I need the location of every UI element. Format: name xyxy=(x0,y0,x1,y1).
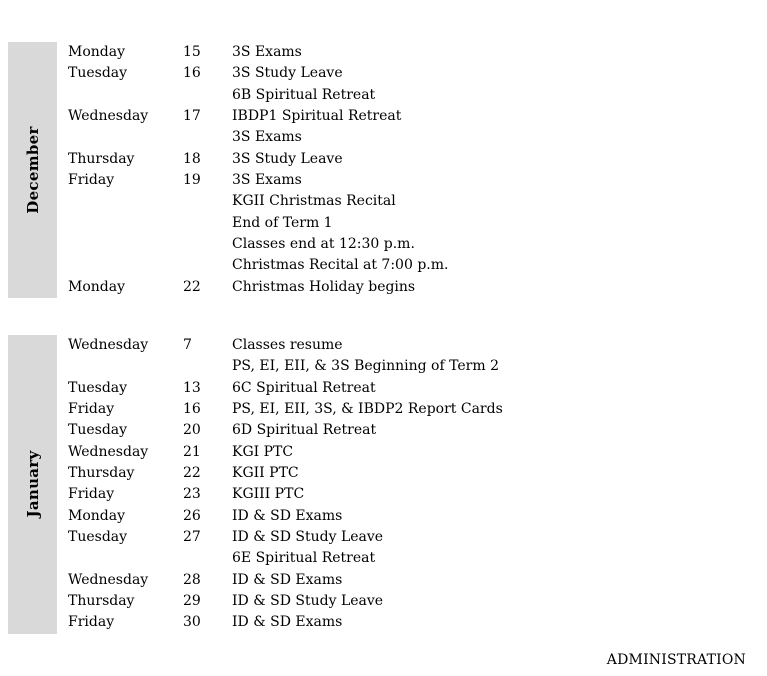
row-day: Tuesday xyxy=(68,65,128,82)
month-label: December xyxy=(23,126,42,214)
row-day: Friday xyxy=(68,614,115,631)
calendar-row xyxy=(68,527,503,548)
row-day: Wednesday xyxy=(68,443,149,460)
row-day xyxy=(68,191,183,212)
row-event: 3S Exams xyxy=(232,44,302,60)
row-date: 18 xyxy=(183,150,201,167)
row-date xyxy=(183,213,232,234)
row-day: Monday xyxy=(68,507,125,524)
row-event: 3S Exams xyxy=(232,129,302,146)
calendar-row xyxy=(68,484,503,505)
row-date: 19 xyxy=(183,172,201,189)
row-event: ID & SD Exams xyxy=(232,571,343,588)
calendar-row xyxy=(68,378,503,399)
row-date: 13 xyxy=(183,379,201,396)
row-date xyxy=(183,85,232,106)
calendar-row xyxy=(68,356,503,377)
row-date: 22 xyxy=(183,465,201,482)
calendar-row xyxy=(68,191,448,212)
row-date: 27 xyxy=(183,529,201,546)
calendar-row xyxy=(68,63,448,84)
calendar-row xyxy=(68,548,503,569)
calendar-row xyxy=(68,234,448,255)
calendar-row xyxy=(68,255,448,276)
row-date: 26 xyxy=(183,507,201,524)
row-event: KGI PTC xyxy=(232,443,294,460)
row-event: KGIII PTC xyxy=(232,486,305,503)
row-event: Classes resume xyxy=(232,337,343,353)
row-day: Friday xyxy=(68,172,115,189)
row-day: Wednesday xyxy=(68,571,149,588)
month-section-december xyxy=(8,42,448,298)
row-day xyxy=(68,85,183,106)
row-date xyxy=(183,127,232,148)
row-event: 6E Spiritual Retreat xyxy=(232,550,376,567)
calendar-row xyxy=(68,399,503,420)
row-date: 16 xyxy=(183,401,201,418)
row-day: Friday xyxy=(68,401,115,418)
calendar-row xyxy=(68,170,448,191)
row-day xyxy=(68,255,183,276)
row-day: Tuesday xyxy=(68,529,128,546)
row-date xyxy=(183,255,232,276)
calendar-row xyxy=(68,335,503,356)
row-event: KGII PTC xyxy=(232,465,299,482)
row-event: ID & SD Exams xyxy=(232,614,343,631)
row-day: Friday xyxy=(68,486,115,503)
row-day: Tuesday xyxy=(68,379,128,396)
calendar-row xyxy=(68,591,503,612)
row-day: Monday xyxy=(68,44,125,60)
footer-administration: ADMINISTRATION xyxy=(606,652,746,668)
row-day: Wednesday xyxy=(68,108,149,125)
row-event: Christmas Holiday begins xyxy=(232,278,416,295)
calendar-row xyxy=(68,612,503,633)
calendar-row xyxy=(68,277,448,298)
calendar-row xyxy=(68,506,503,527)
row-day xyxy=(68,213,183,234)
row-event: 3S Exams xyxy=(232,172,302,189)
row-day: Thursday xyxy=(68,593,135,610)
calendar-row xyxy=(68,463,503,484)
calendar-row xyxy=(68,85,448,106)
row-event: 6B Spiritual Retreat xyxy=(232,86,376,103)
row-event: PS, EI, EII, 3S, & IBDP2 Report Cards xyxy=(232,401,503,418)
calendar-row xyxy=(68,127,448,148)
row-day xyxy=(68,234,183,255)
row-event: ID & SD Study Leave xyxy=(232,529,384,546)
row-day: Monday xyxy=(68,278,125,295)
row-date: 20 xyxy=(183,422,201,439)
month-label-box xyxy=(8,335,57,634)
row-date: 23 xyxy=(183,486,201,503)
row-event: Classes end at 12:30 p.m. xyxy=(232,236,415,253)
row-day xyxy=(68,127,183,148)
row-event: 6D Spiritual Retreat xyxy=(232,422,377,439)
row-date xyxy=(183,234,232,255)
row-date: 30 xyxy=(183,614,201,631)
row-date xyxy=(183,191,232,212)
row-date: 21 xyxy=(183,443,201,460)
calendar-row xyxy=(68,149,448,170)
row-event: KGII Christmas Recital xyxy=(232,193,396,210)
row-date: 17 xyxy=(183,108,201,125)
row-event: 3S Study Leave xyxy=(232,65,343,82)
row-date: 7 xyxy=(183,337,192,353)
calendar-row xyxy=(68,42,448,63)
calendar-row xyxy=(68,213,448,234)
row-date: 16 xyxy=(183,65,201,82)
row-event: ID & SD Exams xyxy=(232,507,343,524)
month-label-box xyxy=(8,42,57,298)
month-label: January xyxy=(23,450,42,518)
row-day: Tuesday xyxy=(68,422,128,439)
row-day: Wednesday xyxy=(68,337,149,353)
row-event: PS, EI, EII, & 3S Beginning of Term 2 xyxy=(232,358,499,375)
row-date: 15 xyxy=(183,44,201,60)
row-date: 28 xyxy=(183,571,201,588)
calendar-row xyxy=(68,106,448,127)
month-section-january xyxy=(8,335,503,634)
month-rows xyxy=(68,42,448,298)
row-day xyxy=(68,356,183,377)
calendar-row xyxy=(68,420,503,441)
row-event: 6C Spiritual Retreat xyxy=(232,379,376,396)
month-rows xyxy=(68,335,503,634)
row-event: 3S Study Leave xyxy=(232,150,343,167)
calendar-row xyxy=(68,570,503,591)
row-event: IBDP1 Spiritual Retreat xyxy=(232,108,402,125)
row-date xyxy=(183,548,232,569)
row-date: 29 xyxy=(183,593,201,610)
row-date: 22 xyxy=(183,278,201,295)
row-day xyxy=(68,548,183,569)
row-day: Thursday xyxy=(68,150,135,167)
row-date xyxy=(183,356,232,377)
calendar-row xyxy=(68,442,503,463)
row-day: Thursday xyxy=(68,465,135,482)
row-event: End of Term 1 xyxy=(232,214,333,231)
row-event: Christmas Recital at 7:00 p.m. xyxy=(232,257,449,274)
row-event: ID & SD Study Leave xyxy=(232,593,384,610)
